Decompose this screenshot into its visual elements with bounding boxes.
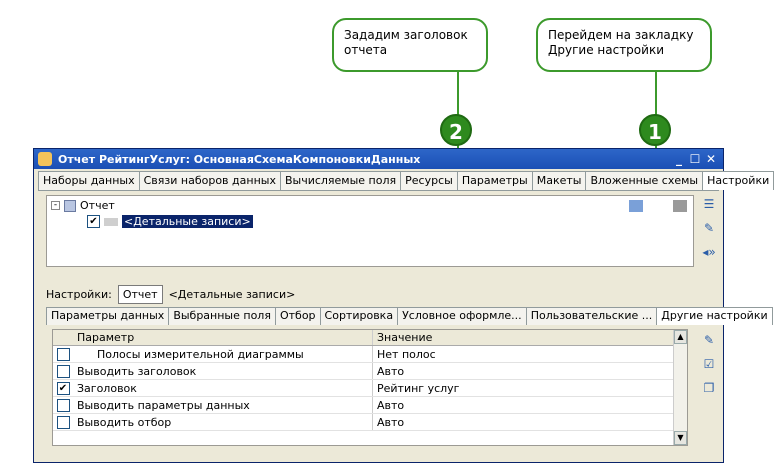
step-badge: 1 xyxy=(639,114,671,146)
settings-label: Настройки: xyxy=(46,288,112,301)
callout-line: отчета xyxy=(344,43,388,57)
tree-root-label: Отчет xyxy=(80,199,115,212)
row-checkbox[interactable] xyxy=(57,348,70,361)
row-param: Выводить отбор xyxy=(73,414,373,430)
table-row[interactable] xyxy=(53,346,687,363)
row-checkbox[interactable] xyxy=(57,365,70,378)
row-value[interactable]: Авто xyxy=(377,364,405,378)
copy-icon[interactable]: ❐ xyxy=(703,381,715,395)
settings-tabs xyxy=(46,307,772,325)
settings-row xyxy=(46,285,295,304)
row-checkbox[interactable] xyxy=(57,416,70,429)
tab-other-settings[interactable]: Другие настройки xyxy=(656,307,772,325)
callout-line: Перейдем на закладку xyxy=(548,28,694,42)
tab-selected-fields[interactable]: Выбранные поля xyxy=(168,307,276,325)
minimize-button[interactable]: _ xyxy=(676,152,682,166)
nav-more-glyph: » xyxy=(708,245,716,259)
callout-line: Другие настройки xyxy=(548,43,664,57)
edit-icon[interactable]: ✎ xyxy=(703,221,715,235)
tree-child-label: <Детальные записи> xyxy=(124,215,251,228)
structure-tree xyxy=(46,195,694,267)
tab-resources[interactable]: Ресурсы xyxy=(400,171,458,190)
tab-user-fields[interactable]: Пользовательские ... xyxy=(526,307,658,325)
report-settings-button[interactable]: Отчет xyxy=(118,285,163,304)
row-param: Заголовок xyxy=(73,380,373,396)
title-bar xyxy=(34,149,723,169)
table-row[interactable] xyxy=(53,414,687,431)
tab-datasets[interactable]: Наборы данных xyxy=(38,171,140,190)
callout-go-other-settings xyxy=(536,18,712,72)
callout-line: Зададим заголовок xyxy=(344,28,468,42)
tree-root-node[interactable] xyxy=(47,196,693,215)
step-badge: 2 xyxy=(440,114,472,146)
row-param: Полосы измерительной диаграммы xyxy=(73,346,373,362)
detail-checkbox[interactable]: ✔ xyxy=(87,215,100,228)
table-row[interactable] xyxy=(53,397,687,414)
settings-value: <Детальные записи> xyxy=(168,288,296,301)
table-row[interactable] xyxy=(53,380,687,397)
row-param: Выводить заголовок xyxy=(73,363,373,379)
add-grouping-icon[interactable]: ☰ xyxy=(703,197,715,211)
row-value[interactable]: Авто xyxy=(377,415,405,429)
maximize-button[interactable]: ☐ xyxy=(689,152,701,166)
tab-settings[interactable]: Настройки xyxy=(702,171,774,190)
check-all-icon[interactable]: ☑ xyxy=(703,357,715,371)
nav-icon[interactable] xyxy=(700,245,718,261)
column-param: Параметр xyxy=(73,330,373,345)
window-title: Отчет РейтингУслуг: ОсновнаяСхемаКомпоновкиДанных xyxy=(58,152,421,166)
table-row[interactable] xyxy=(53,363,687,380)
callout-set-title xyxy=(332,18,488,72)
table-icon xyxy=(629,200,643,212)
edit-param-icon[interactable]: ✎ xyxy=(703,333,715,347)
tab-templates[interactable]: Макеты xyxy=(532,171,587,190)
row-param: Выводить параметры данных xyxy=(73,397,373,413)
column-value: Значение xyxy=(377,331,433,344)
close-button[interactable]: ✕ xyxy=(705,152,717,166)
row-value[interactable]: Нет полос xyxy=(377,347,436,361)
row-checkbox[interactable] xyxy=(57,399,70,412)
dcs-window xyxy=(33,148,770,463)
tab-sort[interactable]: Сортировка xyxy=(320,307,399,325)
tab-parameters[interactable]: Параметры xyxy=(457,171,533,190)
tab-data-parameters[interactable]: Параметры данных xyxy=(46,307,169,325)
tree-child-node[interactable] xyxy=(47,215,693,228)
app-icon xyxy=(38,152,52,166)
main-tabs xyxy=(38,171,770,191)
report-icon xyxy=(64,200,76,212)
tab-filter[interactable]: Отбор xyxy=(275,307,321,325)
detail-records-icon xyxy=(104,218,118,226)
tab-calculated-fields[interactable]: Вычисляемые поля xyxy=(280,171,401,190)
row-value[interactable]: Авто xyxy=(377,398,405,412)
tab-conditional-format[interactable]: Условное оформле... xyxy=(397,307,527,325)
tab-nested-schemes[interactable]: Вложенные схемы xyxy=(585,171,703,190)
tree-toolbar xyxy=(698,195,722,269)
group-icon xyxy=(673,200,687,212)
row-checkbox[interactable]: ✔ xyxy=(57,382,70,395)
grid-header xyxy=(53,330,687,346)
tab-dataset-links[interactable]: Связи наборов данных xyxy=(139,171,281,190)
scroll-down-icon[interactable]: ▼ xyxy=(674,431,687,445)
settings-grid xyxy=(52,329,688,446)
grid-scrollbar[interactable] xyxy=(673,330,687,445)
nav-prev-glyph: ◂ xyxy=(702,245,709,259)
row-value[interactable]: Рейтинг услуг xyxy=(377,381,460,395)
collapse-icon[interactable]: - xyxy=(51,201,60,210)
scroll-up-icon[interactable]: ▲ xyxy=(674,330,687,344)
grid-toolbar xyxy=(698,331,722,405)
